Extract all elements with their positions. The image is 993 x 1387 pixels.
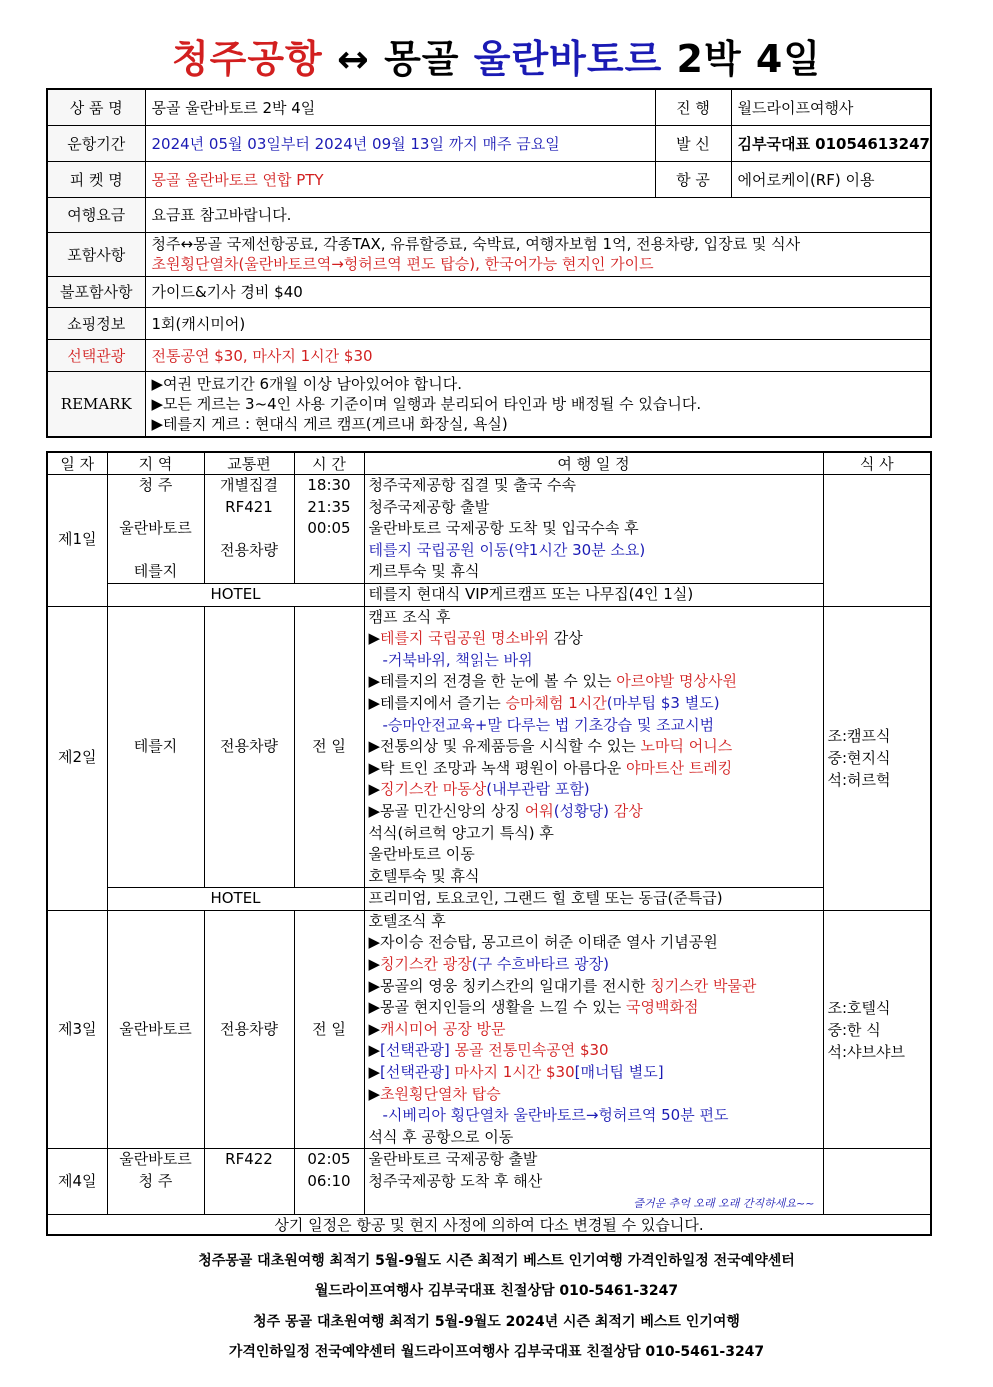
day-1-time-3: 00:05 [307,519,351,538]
title-duration: 2박 4일 [676,37,822,81]
day-3-item-11: 석식 후 공항으로 이동 [368,1127,514,1146]
day-4-transport: RF422 [225,1150,273,1169]
schedule-note: 상기 일정은 항공 및 현지 사정에 의하여 다소 변경될 수 있습니다. [47,1215,931,1235]
day-3-item-5-highlight: 국영백화점 [626,998,699,1017]
day-2-item-2 [369,628,819,650]
header-day: 일 자 [47,452,107,475]
period-label: 운항기간 [47,125,145,161]
day-2-place: 테를지 [107,606,204,888]
bullet-icon: ▶ [368,780,381,799]
ticket-label: 피 켓 명 [47,161,145,197]
day-3-time: 전 일 [294,910,364,1149]
day-4-meal [823,1149,931,1215]
day-2-item-7-text: ▶전통의상 및 유제품등을 시식할 수 있는 [368,737,641,756]
day-1-trans-1: 개별집결 [220,476,278,494]
optional-value: 전통공연 $30, 마사지 1시간 $30 [145,339,931,371]
bullet-icon: ▶ [368,629,381,648]
day-3-item-9-highlight: 초원횡단열차 탑승 [380,1084,501,1103]
day-2-item-8-highlight: 야마트산 트레킹 [626,758,733,777]
day-3-item-7-highlight: 몽골 전통민속공연 $30 [449,1041,609,1060]
day-2-item-8 [369,758,819,780]
day-2-item-11: 석식(허르헉 양고기 특식) 후 [368,823,554,842]
day-1-itinerary-4: 테를지 국립공원 이동(약1시간 30분 소요) [368,540,646,559]
day-2-item-7-highlight: 노마딕 어니스 [640,737,733,756]
optional-label: 선택관광 [47,339,145,371]
bullet-icon: ▶ [368,1041,381,1060]
period-value: 2024년 05월 03일부터 2024년 09월 13일 까지 매주 금요일 [145,125,655,161]
bullet-icon: ▶ [368,955,381,974]
day-1-label: 제1일 [47,475,107,607]
day-3-label: 제3일 [47,910,107,1149]
day-3-item-9 [369,1084,819,1106]
day-2-lunch: 중:현지식 [827,749,891,768]
product-value: 몽골 울란바토르 2박 4일 [145,89,655,125]
product-info-table [46,88,932,438]
day-4-time-1: 02:05 [307,1150,351,1169]
day-2-item-10-rest: 감상 [608,801,643,820]
day-3-item-10: -시베리아 횡단열차 울란바토르→헝허르역 50분 편도 [382,1106,729,1125]
remark-line-1: ▶여권 만료기간 6개월 이상 남아있어야 합니다. [151,374,463,393]
day-4-time-2: 06:10 [307,1172,351,1190]
day-3-item-3-note: (구 수흐바타르 광장) [471,955,609,974]
day-2-item-9-highlight: 징기스칸 마동상 [380,780,487,799]
footer-line-4: 가격인하일정 전국예약센터 월드라이프여행사 김부국대표 친절상담 010-5461-3247 [228,1344,765,1360]
day-1-place-1: 청 주 [138,476,173,494]
day-3-item-8-highlight: 마사지 1시간 $30 [449,1063,575,1082]
shopping-label: 쇼핑정보 [47,307,145,339]
day-4-item-1: 울란바토르 국제공항 출발 [368,1150,538,1169]
header-place: 지 역 [107,452,204,475]
day-2-row [47,606,931,888]
day-2-item-5-text: ▶테를지에서 즐기는 [368,693,506,712]
title-city: 울란바토르 [473,37,663,81]
day-1-itinerary-1: 청주국제공항 집결 및 출국 수속 [368,476,576,494]
day-3-item-4-text: ▶몽골의 영웅 칭키스칸의 일대기를 전시한 [368,976,651,995]
day-1-time-2: 21:35 [307,497,351,516]
day-3-item-1: 호텔조식 후 [368,911,446,930]
day-3-item-4 [369,976,819,998]
day-1-row [47,475,931,584]
day-2-item-10-highlight: 어워 [524,801,554,820]
day-1-itinerary-3: 울란바토르 국제공항 도착 및 입국수속 후 [368,519,639,538]
excluded-label: 불포함사항 [47,276,145,307]
day-3-breakfast: 조:호텔식 [827,998,891,1017]
header-itinerary: 여 행 일 정 [364,452,823,475]
fare-label: 여행요금 [47,197,145,232]
day-3-transport: 전용차량 [204,910,294,1149]
day-3-place: 울란바토르 [107,910,204,1149]
day-4-item-2: 청주국제공항 도착 후 해산 [368,1172,543,1190]
day-2-item-13: 호텔투숙 및 휴식 [368,866,480,885]
day-2-transport: 전용차량 [204,606,294,888]
day-1-itinerary-5: 게르투숙 및 휴식 [368,562,480,581]
day-2-item-5 [369,693,819,715]
day-2-item-9 [369,779,819,801]
day-2-hotel-label: HOTEL [107,888,364,911]
day-4-place-1: 울란바토르 [119,1150,192,1169]
day-3-item-8 [369,1062,819,1084]
day-3-item-3 [369,954,819,976]
airline-value: 에어로케이(RF) 이용 [731,161,931,197]
day-2-item-2-highlight: 테를지 국립공원 명소바위 [380,629,549,648]
footer-line-2: 월드라이프여행사 김부국대표 친절상담 010-5461-3247 [314,1283,679,1299]
day-1-itinerary-2: 청주국제공항 출발 [368,497,490,516]
fare-value: 요금표 참고바랍니다. [145,197,931,232]
day-2-item-4 [369,671,819,693]
day-3-item-3-highlight: 칭기스칸 광장 [380,955,472,974]
schedule-table [46,451,932,1236]
page-title [0,28,993,83]
header-meal: 식 사 [823,452,931,475]
farewell-memo: 즐거운 추억 오래 오래 간직하세요~~ [633,1196,815,1210]
day-2-time: 전 일 [294,606,364,888]
day-2-label: 제2일 [47,606,107,910]
day-3-item-5-text: ▶몽골 현지인들의 생활을 느낄 수 있는 [368,998,626,1017]
day-3-item-7-tag: [선택관광] [380,1041,450,1060]
day-3-item-6 [369,1019,819,1041]
footer-line-1: 청주몽골 대초원여행 최적기 5월-9월도 시즌 최적기 베스트 인기여행 가격인하일정 전국예약센터 [198,1253,795,1269]
remark-line-3: ▶테를지 게르 : 현대식 게르 캠프(게르내 화장실, 욕실) [151,414,508,433]
day-4-label: 제4일 [47,1149,107,1215]
day-3-item-2: ▶자이승 전승탑, 몽고르이 허준 이태준 열사 기념공원 [368,933,718,952]
host-label: 진 행 [655,89,731,125]
day-2-item-3: -거북바위, 책읽는 바위 [382,650,533,669]
day-4-place-2: 청 주 [138,1172,173,1190]
day-2-item-9-note: (내부관람 포함) [486,780,590,799]
included-line-1: 청주↔몽골 국제선항공료, 각종TAX, 유류할증료, 숙박료, 여행자보험 1억, 전용차량, 입장료 및 식사 [151,235,801,253]
host-value: 월드라이프여행사 [731,89,931,125]
bullet-icon: ▶ [368,1084,381,1103]
day-1-place-3: 테를지 [133,562,178,581]
title-arrow: ↔ [337,37,370,81]
day-1-meal [823,475,931,607]
day-1-trans-3: 전용차량 [220,540,278,559]
bullet-icon: ▶ [368,1019,381,1038]
title-country: 몽골 [384,37,460,81]
day-3-item-8-note: [매너팁 별도] [574,1063,664,1082]
day-3-item-4-highlight: 칭기스칸 박물관 [650,976,757,995]
day-2-item-7 [369,736,819,758]
day-3-row [47,910,931,1149]
day-1-hotel-label: HOTEL [107,583,364,606]
day-2-item-2-rest: 감상 [548,629,583,648]
day-2-item-5-note: (마부팁 $3 별도) [606,693,720,712]
day-2-item-8-text: ▶탁 트인 조망과 녹색 평원이 아름다운 [368,758,626,777]
day-2-item-6: -승마안전교육+말 다루는 법 기초강습 및 조교시범 [382,715,715,734]
day-3-item-7 [369,1040,819,1062]
included-label: 포함사항 [47,232,145,276]
day-2-item-5-highlight: 승마체험 1시간 [505,693,607,712]
day-1-place-2: 울란바토르 [119,519,192,538]
day-2-item-4-highlight: 아르야발 명상사원 [616,672,737,691]
product-label: 상 품 명 [47,89,145,125]
day-2-item-10 [369,801,819,823]
day-1-hotel: 테를지 현대식 VIP게르캠프 또는 나무집(4인 1실) [364,583,823,606]
day-2-breakfast: 조:캠프식 [827,727,891,746]
day-3-dinner: 석:샤브샤브 [827,1042,906,1061]
airline-label: 항 공 [655,161,731,197]
day-4-row [47,1149,931,1215]
day-2-item-1: 캠프 조식 후 [368,607,451,626]
remark-line-2: ▶모든 게르는 3~4인 사용 기준이며 일행과 분리되어 타인과 방 배정될 수 있습니다. [151,394,702,413]
day-2-item-10-text: ▶몽골 민간신앙의 상징 [368,801,525,820]
header-transport: 교통편 [204,452,294,475]
shopping-value: 1회(캐시미어) [145,307,931,339]
footer-line-3: 청주 몽골 대초원여행 최적기 5월-9월도 2024년 시즌 최적기 베스트 인기여행 [253,1314,740,1330]
day-3-item-5 [369,997,819,1019]
sender-label: 발 신 [655,125,731,161]
remark-label: REMARK [47,371,145,437]
day-2-item-12: 울란바토르 이동 [368,845,475,864]
day-1-trans-2: RF421 [225,497,273,516]
included-line-2: 초원횡단열차(울란바토르역→헝허르역 편도 탑승), 한국어가능 현지인 가이드 [151,255,654,273]
title-origin: 청주공항 [171,37,323,81]
day-2-dinner: 석:허르헉 [827,771,891,790]
day-3-item-6-highlight: 캐시미어 공장 방문 [380,1019,506,1038]
day-1-time-1: 18:30 [307,476,351,494]
excluded-value: 가이드&기사 경비 $40 [145,276,931,307]
day-3-lunch: 중:한 식 [827,1020,881,1039]
sender-value: 김부국대표 01054613247 [731,125,931,161]
day-2-item-10-note: (성황당) [553,801,609,820]
day-3-item-8-tag: [선택관광] [380,1063,450,1082]
day-2-hotel: 프리미엄, 토요코인, 그랜드 힐 호텔 또는 동급(준특급) [364,888,823,911]
ticket-value: 몽골 울란바토르 연합 PTY [145,161,655,197]
header-time: 시 간 [294,452,364,475]
bullet-icon: ▶ [368,1063,381,1082]
day-2-item-4-text: ▶테를지의 전경을 한 눈에 볼 수 있는 [368,672,617,691]
